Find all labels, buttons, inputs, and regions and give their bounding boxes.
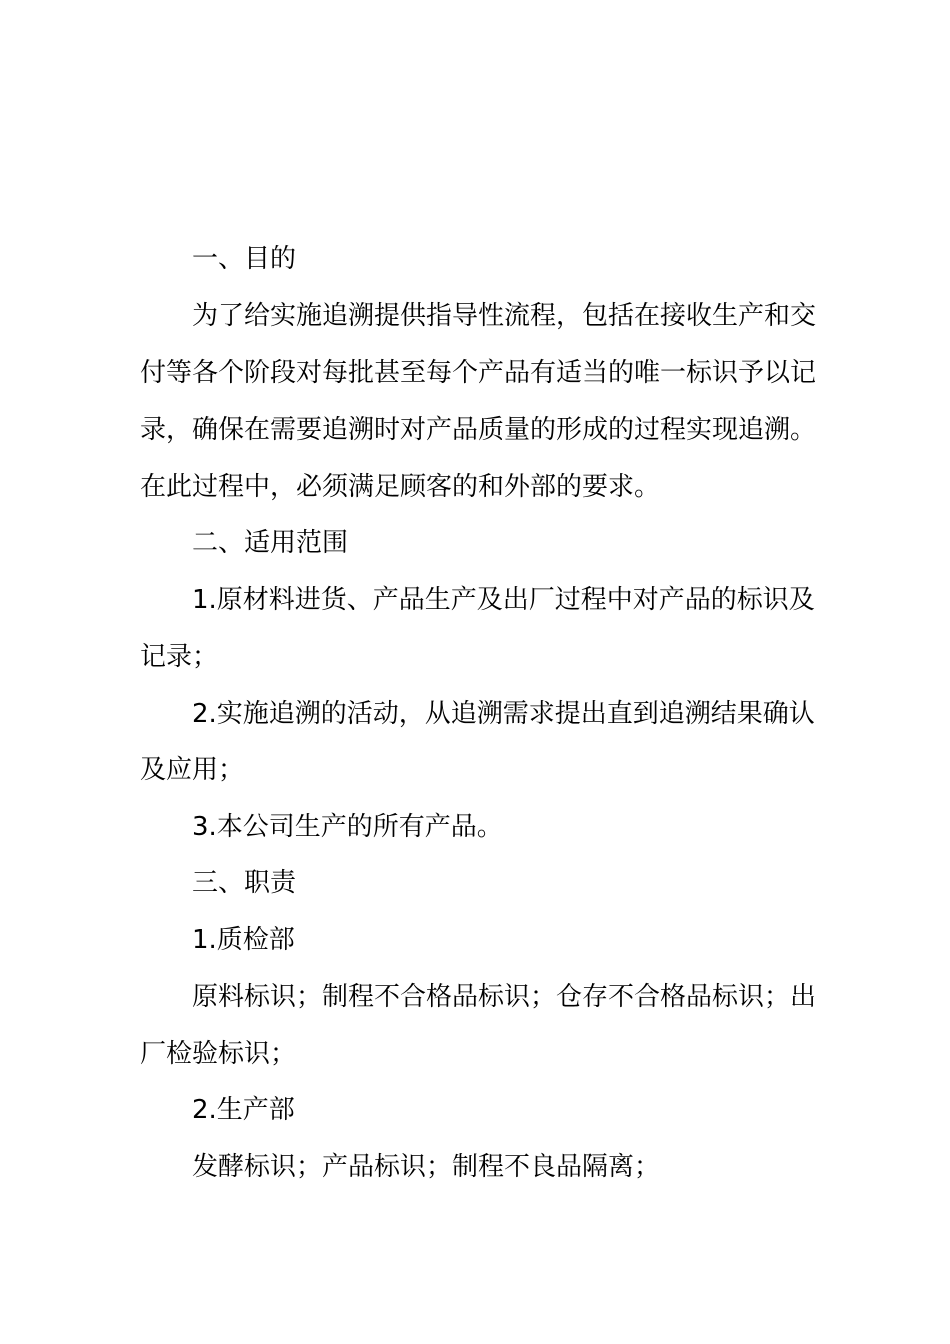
list-item-line: 2.实施追溯的活动，从追溯需求提出直到追溯结果确认 xyxy=(192,699,815,729)
paragraph-line: 在此过程中，必须满足顾客的和外部的要求。 xyxy=(140,472,661,502)
section-heading-responsibilities: 三、职责 xyxy=(192,868,297,898)
section-heading-scope: 二、适用范围 xyxy=(192,528,349,558)
list-item-line: 1.原材料进货、产品生产及出厂过程中对产品的标识及 xyxy=(192,585,815,615)
paragraph-line: 原料标识；制程不合格品标识；仓存不合格品标识；出 xyxy=(192,982,817,1012)
list-item-line: 3.本公司生产的所有产品。 xyxy=(192,812,503,842)
list-item-line: 及应用； xyxy=(140,755,245,785)
section-heading-purpose: 一、目的 xyxy=(192,244,297,274)
paragraph-line: 厂检验标识； xyxy=(140,1039,297,1069)
paragraph-line: 为了给实施追溯提供指导性流程，包括在接收生产和交 xyxy=(192,301,817,331)
paragraph-line: 付等各个阶段对每批甚至每个产品有适当的唯一标识予以记 xyxy=(140,358,817,388)
list-item-line: 记录； xyxy=(140,642,219,672)
subheading-production-dept: 2.生产部 xyxy=(192,1095,295,1125)
subheading-quality-dept: 1.质检部 xyxy=(192,925,295,955)
paragraph-line: 录，确保在需要追溯时对产品质量的形成的过程实现追溯。 xyxy=(140,415,817,445)
paragraph-line: 发酵标识；产品标识；制程不良品隔离； xyxy=(192,1152,661,1182)
